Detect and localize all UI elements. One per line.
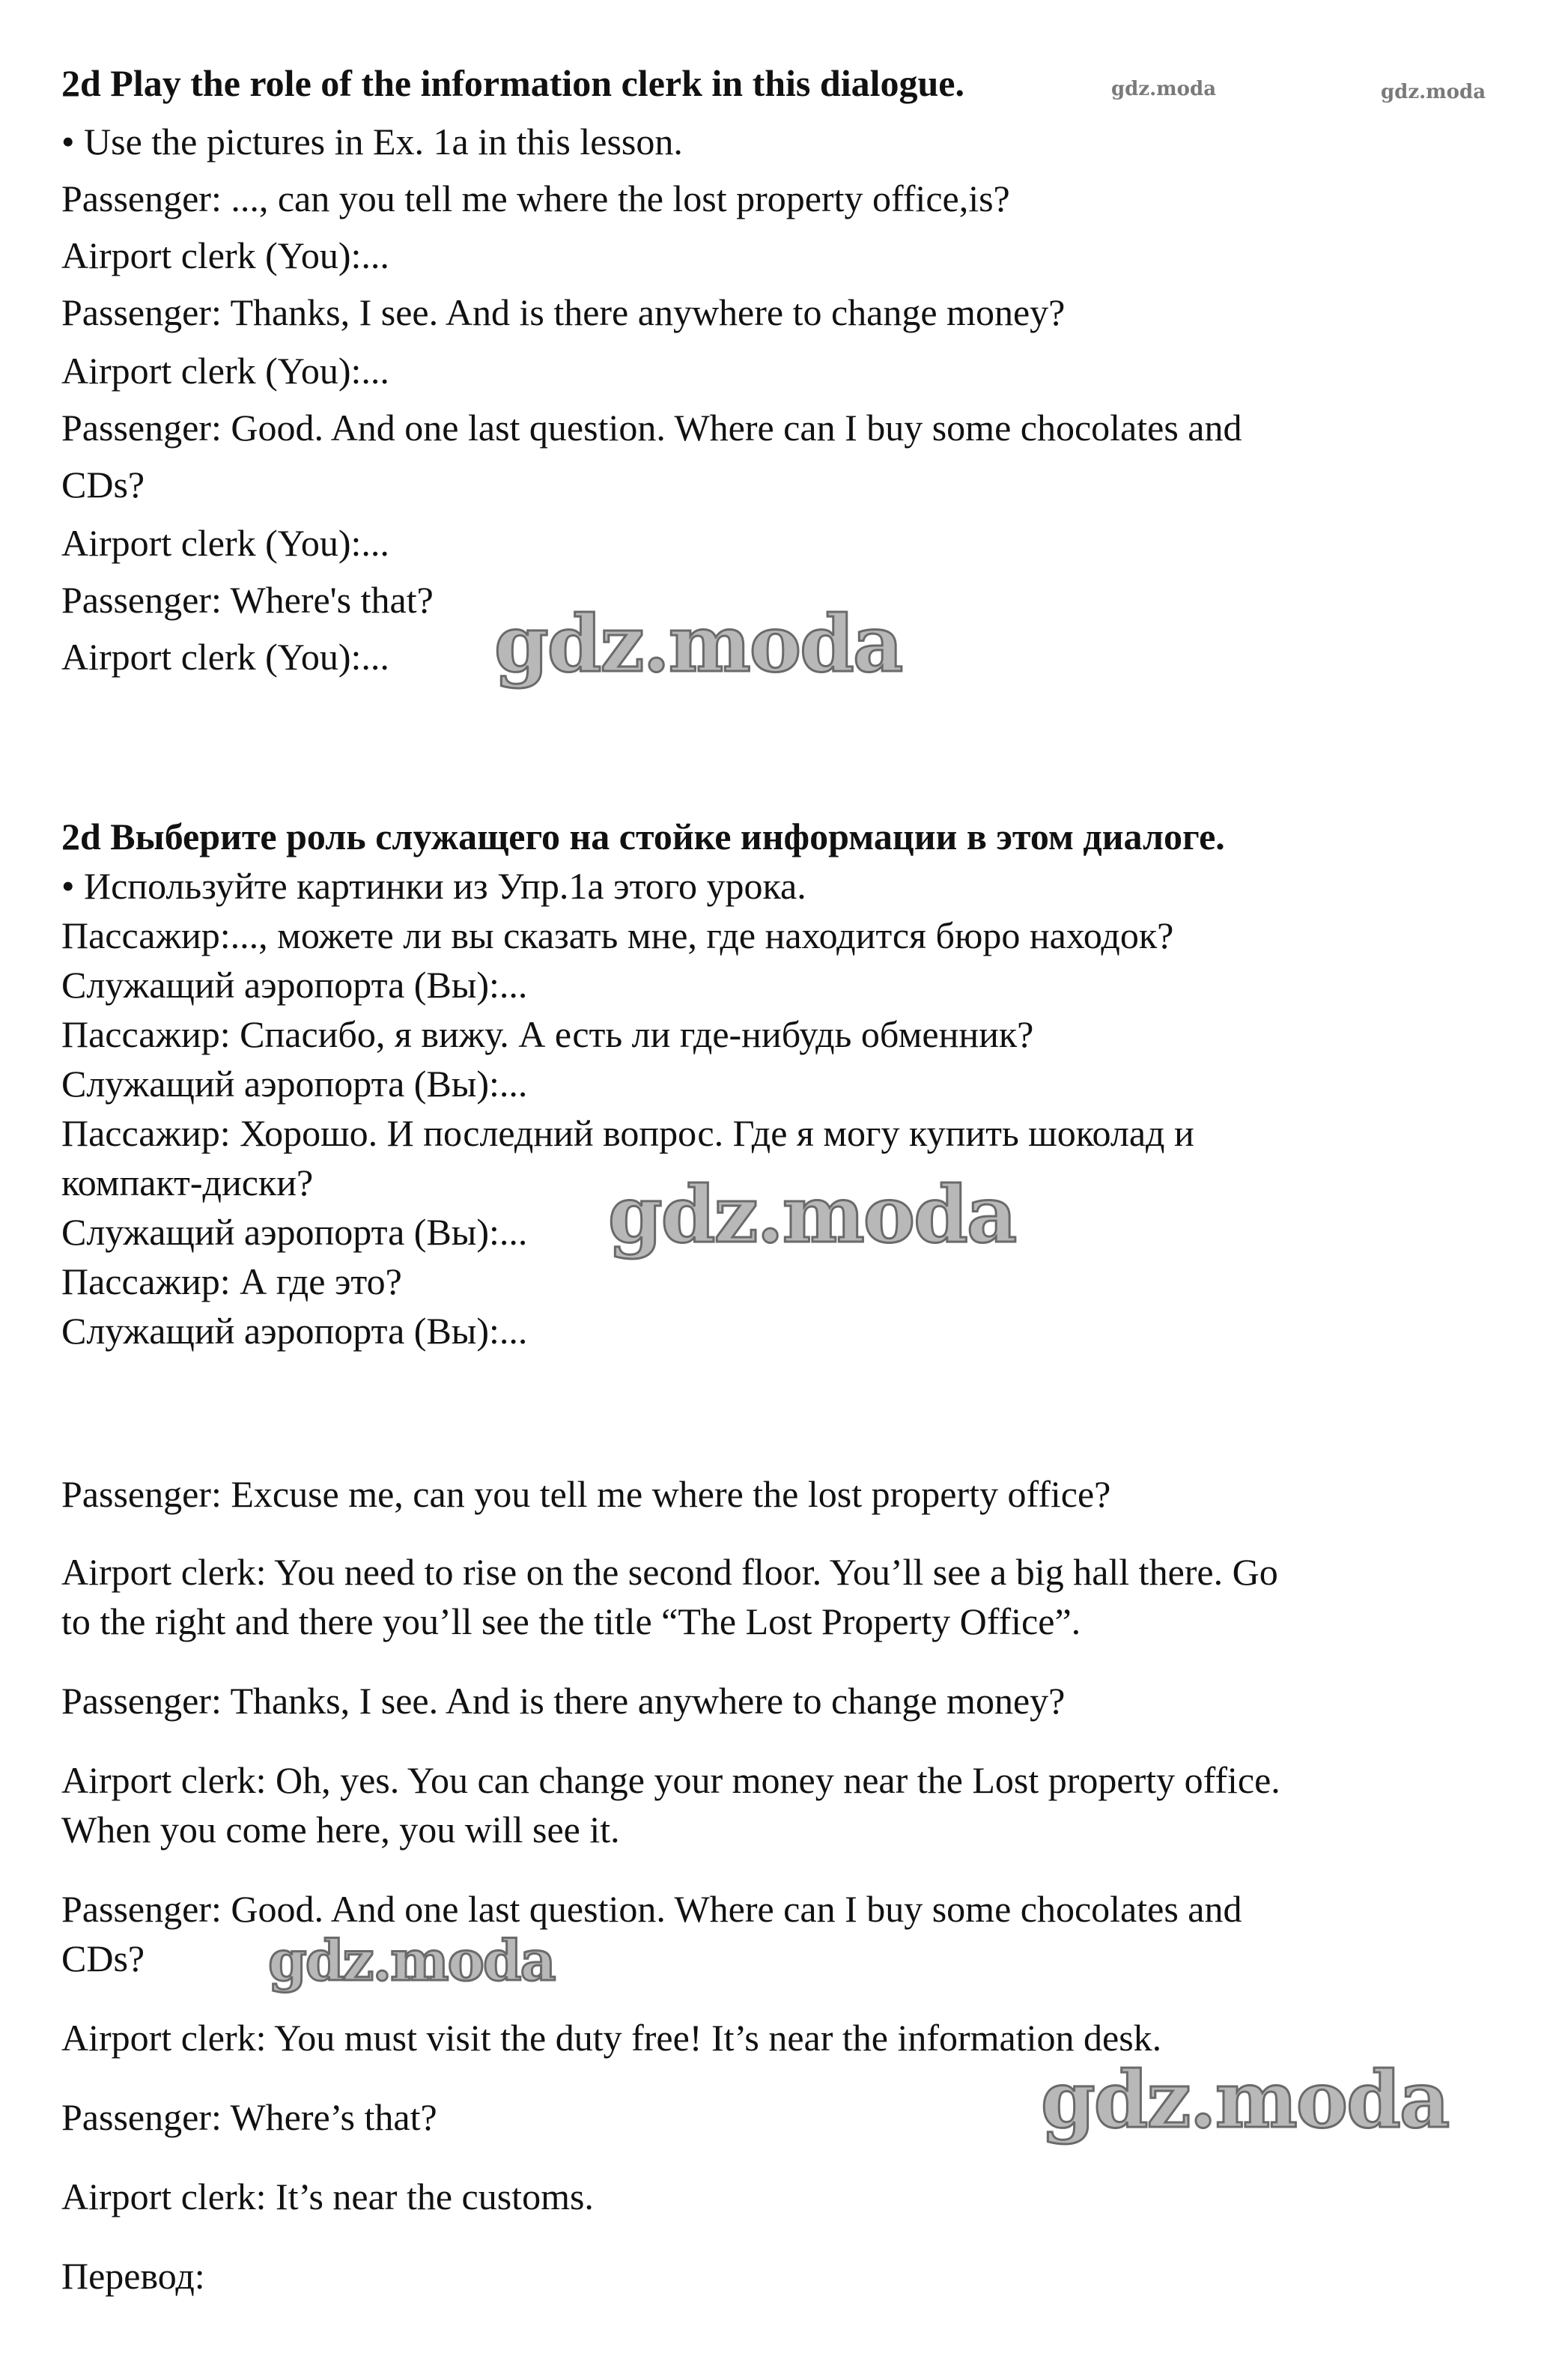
answer-line: Airport clerk: You must visit the duty free! It’s near the information desk. <box>61 2017 1162 2059</box>
watermark: gdz.moda <box>268 1929 555 1994</box>
answer-line: CDs? <box>61 1937 145 1979</box>
english-dialogue-line: Airport clerk (You):... <box>61 522 389 564</box>
translation-label: Перевод: <box>61 2255 205 2297</box>
watermark: gdz.moda <box>1381 81 1486 103</box>
english-task-heading: 2d Play the role of the information clerk in this dialogue. <box>61 62 964 104</box>
answer-line: Passenger: Good. And one last question. Where can I buy some chocolates and <box>61 1888 1242 1930</box>
english-dialogue-line: Passenger: Where's that? <box>61 579 434 621</box>
watermark: gdz.moda <box>494 598 902 690</box>
russian-task-heading: 2d Выберите роль служащего на стойке информации в этом диалоге. <box>61 816 1225 857</box>
english-dialogue-line: Passenger: Thanks, I see. And is there anywhere to change money? <box>61 291 1066 333</box>
russian-task-instruction: • Используйте картинки из Упр.1a этого урока. <box>61 865 806 907</box>
watermark: gdz.moda <box>1111 78 1217 100</box>
english-dialogue-line: Airport clerk (You):... <box>61 234 389 276</box>
russian-dialogue-line: Служащий аэропорта (Вы):... <box>61 1063 528 1105</box>
answer-line: Airport clerk: It’s near the customs. <box>61 2176 594 2217</box>
english-task-instruction: • Use the pictures in Ex. 1a in this lesson. <box>61 121 683 163</box>
russian-dialogue-line: Пассажир: А где это? <box>61 1260 402 1302</box>
english-dialogue-line: Airport clerk (You):... <box>61 636 389 678</box>
english-dialogue-line: Passenger: Good. And one last question. Where can I buy some chocolates and <box>61 407 1242 449</box>
answer-line: Airport clerk: You need to rise on the second floor. You’ll see a big hall there. Go <box>61 1551 1278 1593</box>
answer-line: When you come here, you will see it. <box>61 1809 620 1851</box>
russian-dialogue-line: Служащий аэропорта (Вы):... <box>61 1211 528 1253</box>
russian-dialogue-line: компакт-диски? <box>61 1162 314 1203</box>
russian-dialogue-line: Служащий аэропорта (Вы):... <box>61 1310 528 1352</box>
russian-dialogue-line: Пассажир: Спасибо, я вижу. А есть ли где-нибудь обменник? <box>61 1013 1034 1055</box>
watermark: gdz.moda <box>608 1168 1016 1260</box>
english-dialogue-line: Airport clerk (You):... <box>61 350 389 392</box>
answer-line: to the right and there you’ll see the title “The Lost Property Office”. <box>61 1600 1081 1642</box>
russian-dialogue-line: Пассажир: Хорошо. И последний вопрос. Где я могу купить шоколад и <box>61 1112 1194 1154</box>
answer-line: Passenger: Where’s that? <box>61 2096 437 2138</box>
answer-line: Airport clerk: Oh, yes. You can change your money near the Lost property office. <box>61 1759 1280 1801</box>
russian-dialogue-line: Пассажир:..., можете ли вы сказать мне, где находится бюро находок? <box>61 914 1174 956</box>
english-dialogue-line: CDs? <box>61 464 145 506</box>
answer-line: Passenger: Thanks, I see. And is there anywhere to change money? <box>61 1680 1066 1722</box>
english-dialogue-line: Passenger: ..., can you tell me where the lost property office,is? <box>61 177 1010 219</box>
watermark: gdz.moda <box>1041 2053 1449 2146</box>
answer-line: Passenger: Excuse me, can you tell me where the lost property office? <box>61 1473 1111 1515</box>
russian-dialogue-line: Служащий аэропорта (Вы):... <box>61 964 528 1006</box>
